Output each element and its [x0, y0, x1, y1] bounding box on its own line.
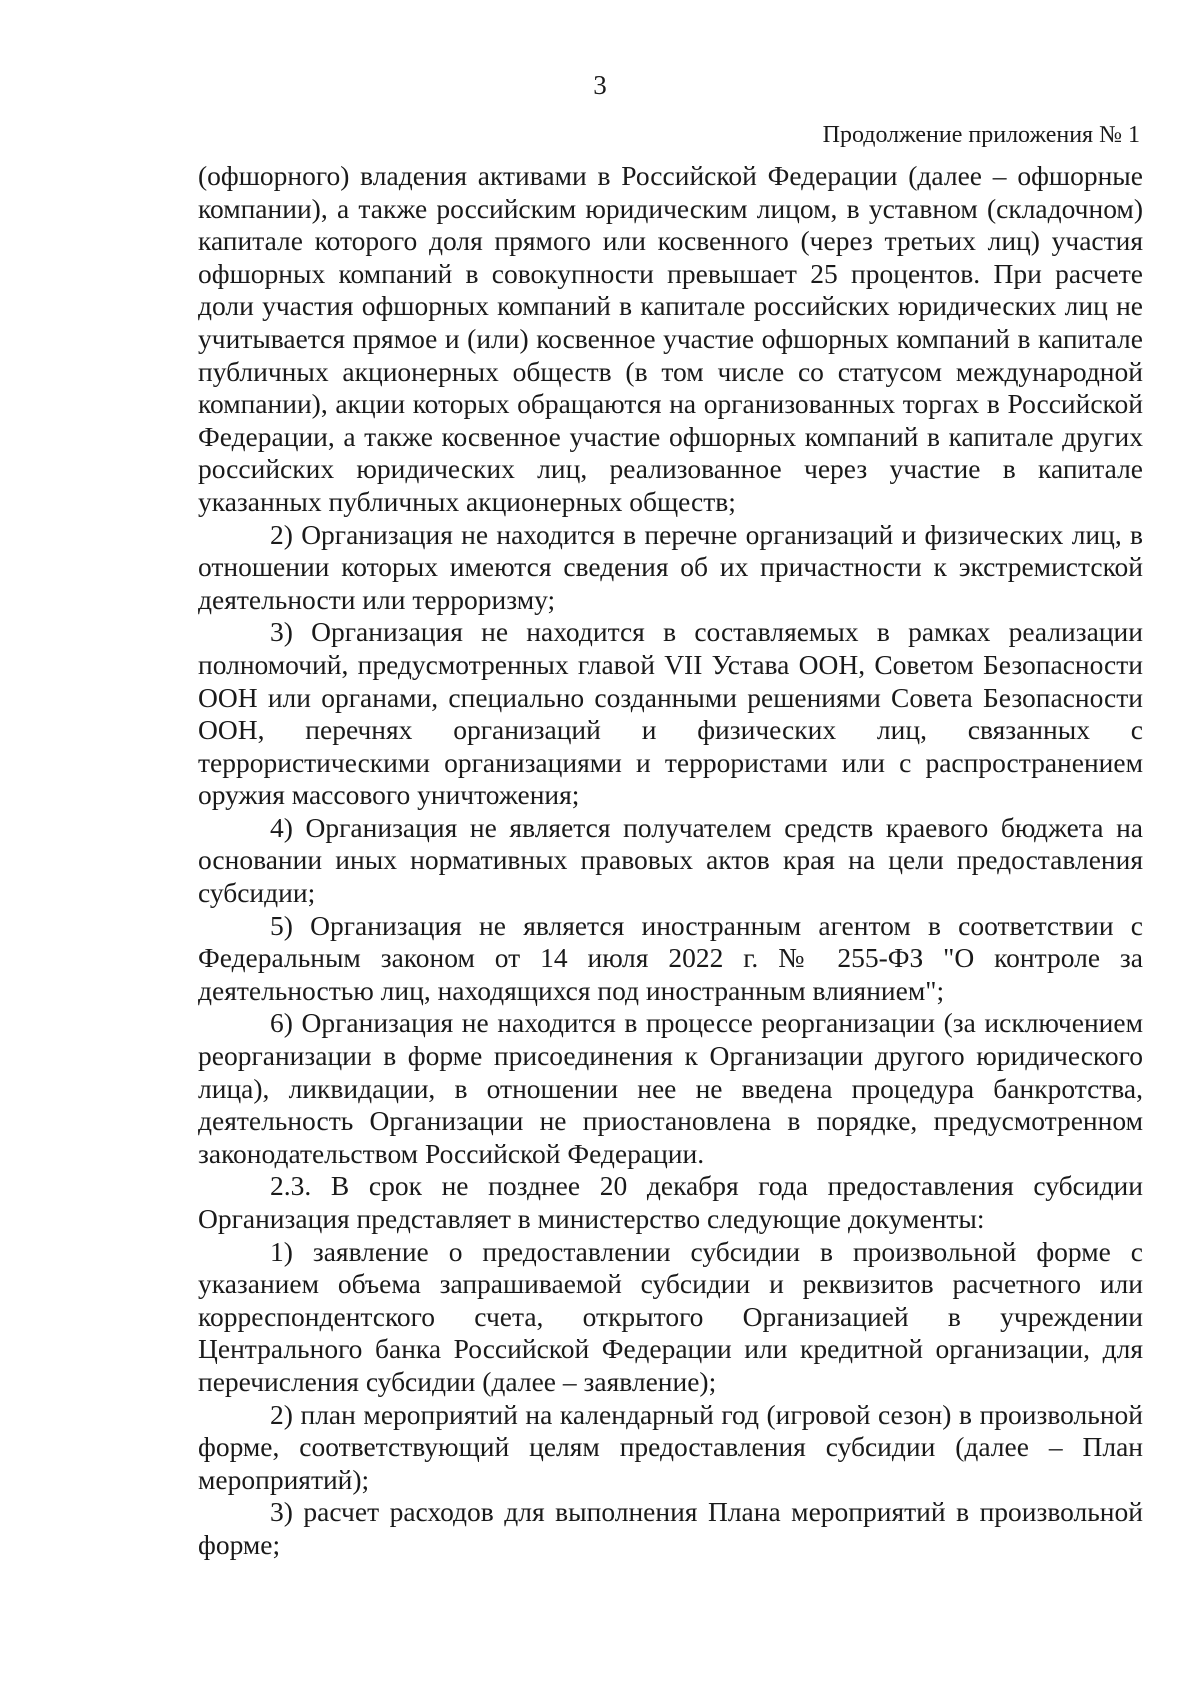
page-number: 3 [593, 70, 607, 100]
paragraph-item-2-extremism: 2) Организация не находится в перечне организаций и физических лиц, в отношении которых имеются сведения об их причастности к экстремистской деятельности или терроризму; [198, 518, 1143, 615]
running-header: Продолжение приложения № 1 [822, 122, 1140, 148]
paragraph-item-4-budget: 4) Организация не является получателем средств краевого бюджета на основании иных нормативных правовых актов края на цели предоставления субсидии; [198, 811, 1143, 909]
document-body [198, 160, 1143, 1562]
paragraph-doc-3-expenses: 3) расчет расходов для выполнения Плана мероприятий в произвольной форме; [198, 1496, 1143, 1560]
paragraph-doc-2-plan: 2) план мероприятий на календарный год (игровой сезон) в произвольной форме, соответствующий целям предоставления субсидии (далее – План мероприятий); [198, 1398, 1143, 1495]
paragraph-item-6-reorganization: 6) Организация не находится в процессе реорганизации (за исключением реорганизации в форме присоединения к Организации другого юридического лица), ликвидации, в отношении нее не введена процедура банкротства, деятельность Организации не приостановлена в порядке, предусмотренном законодательством Российской Федерации. [198, 1007, 1143, 1169]
paragraph-section-2-3: 2.3. В срок не позднее 20 декабря года предоставления субсидии Организация представляет в министерство следующие документы: [198, 1170, 1143, 1234]
paragraph-item-5-foreign-agent: 5) Организация не является иностранным агентом в соответствии с Федеральным законом от 14 июля 2022 г. № 255-ФЗ "О контроле за деятельностью лиц, находящихся под иностранным влиянием"; [198, 909, 1143, 1006]
paragraph-item-3-un-lists: 3) Организация не находится в составляемых в рамках реализации полномочий, предусмотренных главой VII Устава ООН, Советом Безопасности ООН или органами, специально созданными решениями Совета Безопасности ООН, перечнях организаций и физических лиц, связанных с террористическими организациями и террористами или с распространением оружия массового уничтожения; [198, 616, 1143, 811]
paragraph-offshore-continuation: (офшорного) владения активами в Российской Федерации (далее – офшорные компании), а также российским юридическим лицом, в уставном (складочном) капитале которого доля прямого или косвенного (через третьих лиц) участия офшорных компаний в совокупности превышает 25 процентов. При расчете доли участия офшорных компаний в капитале российских юридических лиц не учитывается прямое и (или) косвенное участие офшорных компаний в капитале публичных акционерных обществ (в том числе со статусом международной компании), акции которых обращаются на организованных торгах в Российской Федерации, а также косвенное участие офшорных компаний в капитале других российских юридических лиц, реализованное через участие в капитале указанных публичных акционерных обществ; [198, 160, 1143, 517]
paragraph-doc-1-application: 1) заявление о предоставлении субсидии в произвольной форме с указанием объема запрашиваемой субсидии и реквизитов расчетного или корреспондентского счета, открытого Организацией в учреждении Центрального банка Российской Федерации или кредитной организации, для перечисления субсидии (далее – заявление); [198, 1235, 1143, 1397]
